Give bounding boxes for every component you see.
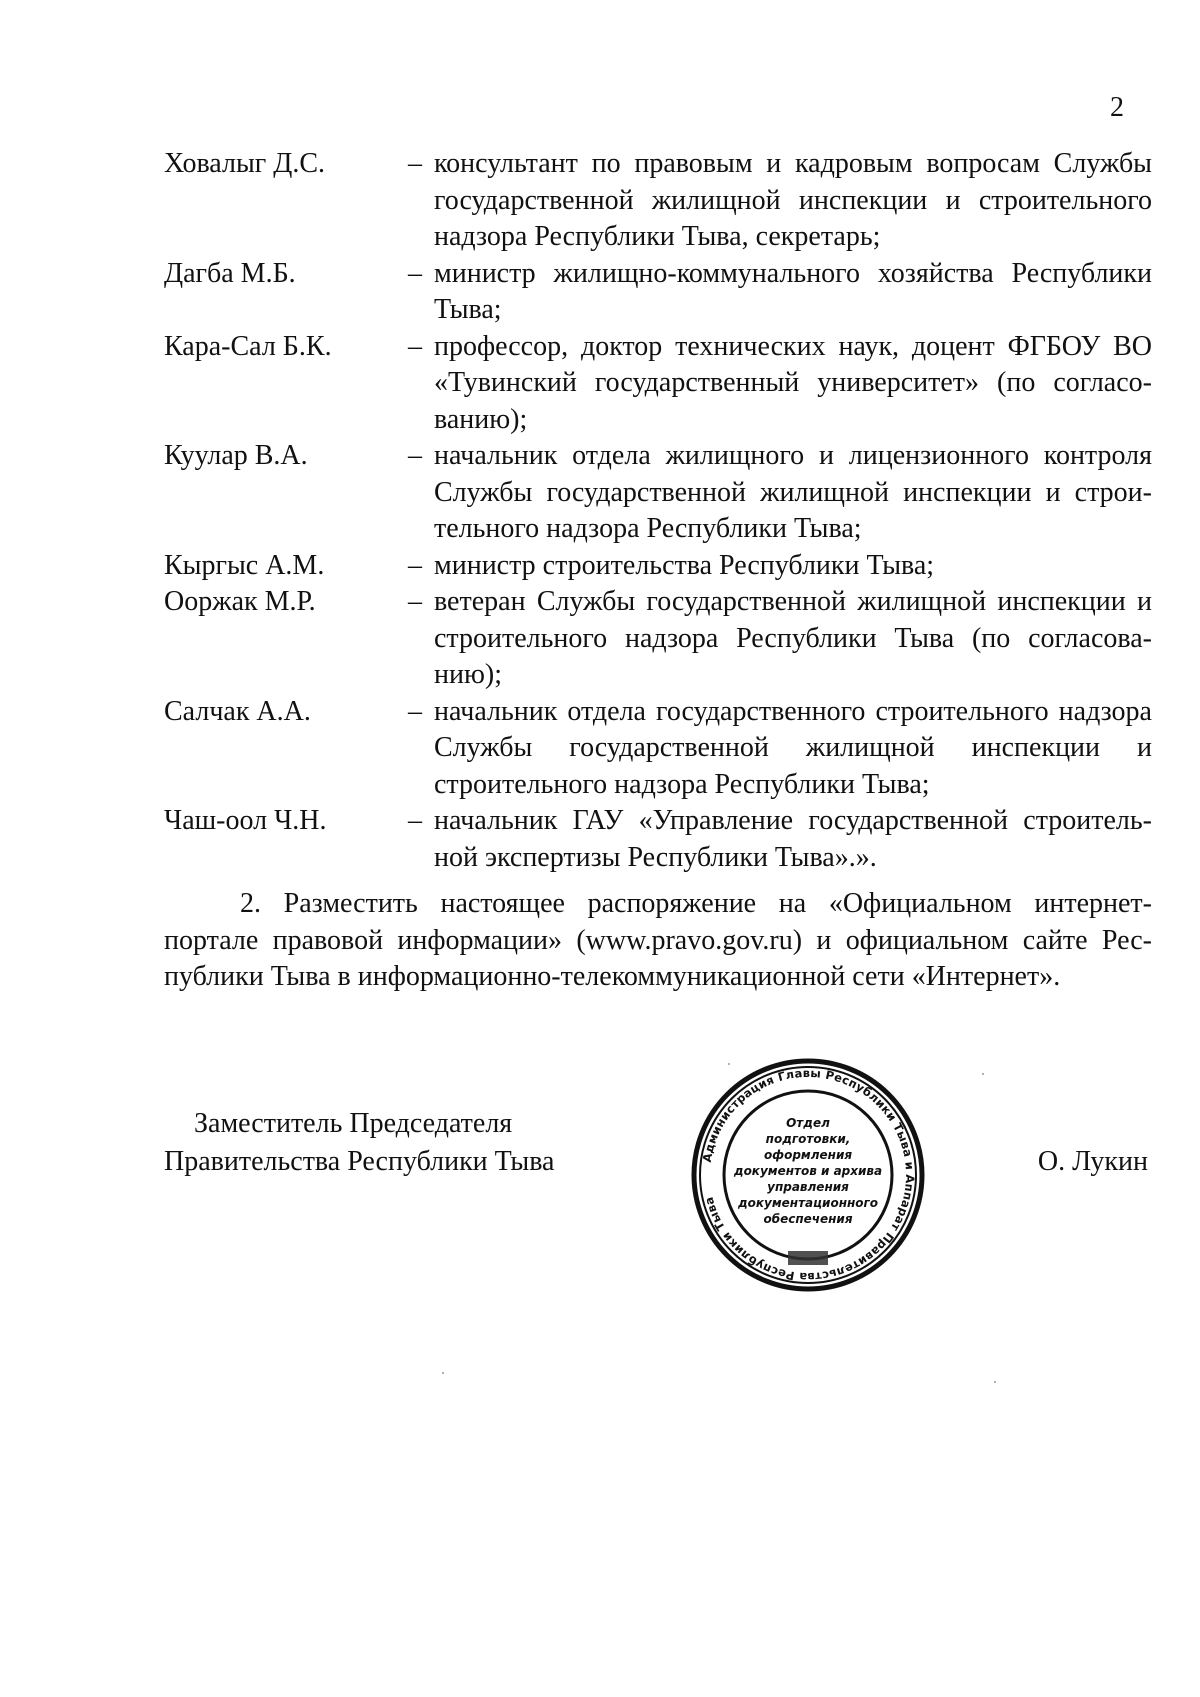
member-dash: – [408, 695, 422, 727]
member-dash: – [408, 586, 422, 617]
member-row [164, 329, 1152, 439]
member-row [164, 146, 1152, 256]
seal-inner-line: обеспечения [763, 1212, 853, 1226]
member-row [164, 438, 1152, 548]
seal-inner-line: документационного [737, 1196, 879, 1210]
seal-inner-line: Отдел [786, 1116, 830, 1130]
seal-inner-line: документов и архива [733, 1164, 883, 1178]
seal-outer-text: Администрация Главы Республики Тыва и Аппарат Правительства Республики Тыва [699, 1065, 918, 1285]
member-dash: – [408, 549, 422, 581]
member-name: Чаш-оол Ч.Н. [164, 805, 327, 836]
member-role: начальник отдела государственного строительного надзора Службы государственной жилищной инспекции и строительного надзора Республики Тыва; [434, 695, 1152, 800]
member-name: Салчак А.А. [164, 695, 311, 727]
member-row [164, 694, 1152, 804]
signer-title-line1: Заместитель Председателя [194, 1108, 513, 1139]
seal-inner-line: подготовки, [765, 1132, 851, 1146]
scan-speck [442, 1372, 444, 1374]
official-seal-icon [688, 1055, 928, 1295]
member-dash: – [408, 257, 422, 289]
member-name: Куулар В.А. [164, 440, 308, 471]
member-dash: – [408, 440, 422, 471]
signer-title-line2: Правительства Республики Тыва [164, 1146, 555, 1177]
signer-title [164, 1105, 554, 1181]
member-row [164, 548, 1152, 585]
member-dash: – [408, 330, 422, 362]
page-number: 2 [1110, 92, 1124, 123]
member-name: Дагба М.Б. [164, 257, 296, 289]
scan-speck [982, 1073, 984, 1075]
seal-inner-line: оформления [763, 1148, 853, 1162]
member-dash: – [408, 148, 422, 179]
member-role: министр строительства Республики Тыва; [434, 549, 935, 581]
scan-speck [994, 1381, 996, 1383]
signature-block [164, 1065, 1154, 1305]
member-role: министр жилищно-коммунального хозяйства Республики Тыва; [434, 257, 1152, 325]
member-role: ветеран Службы государственной жилищной инспекции и строительного надзора Республики Тыва (по согласованию); [434, 586, 1152, 690]
member-name: Кара-Сал Б.К. [164, 330, 332, 362]
member-row [164, 803, 1152, 876]
member-name: Ооржак М.Р. [164, 586, 316, 617]
member-row [164, 256, 1152, 329]
signer-name: О. Лукин [1037, 1146, 1148, 1177]
commission-members-list [164, 146, 1152, 876]
member-dash: – [408, 805, 422, 836]
member-role: начальник ГАУ «Управление государственной строительной экспертизы Республики Тыва».». [434, 805, 1152, 873]
member-role: начальник отдела жилищного и лицензионного контроля Службы государственной жилищной инспекции и строительного надзора Республики Тыва; [434, 440, 1152, 544]
member-role: профессор, доктор технических наук, доцент ФГБОУ ВО «Тувинский государственный университет» (по согласованию); [434, 330, 1152, 435]
member-role: консультант по правовым и кадровым вопросам Службы государственной жилищной инспекции и строительного надзора Республики Тыва, секретарь; [434, 148, 1152, 252]
seal-inner-line: управления [767, 1180, 849, 1194]
paragraph-publication: 2. Разместить настоящее распоряжение на «Официальном интернет-портале правовой информации» (www.pravo.gov.ru) и официальном сайте Республики Тыва в информационно-телекоммуникационной сети «Интернет». [164, 888, 1152, 992]
member-name: Ховалыг Д.С. [164, 148, 326, 179]
member-row [164, 584, 1152, 694]
scan-speck [728, 1063, 730, 1065]
member-name: Кыргыс А.М. [164, 549, 325, 581]
